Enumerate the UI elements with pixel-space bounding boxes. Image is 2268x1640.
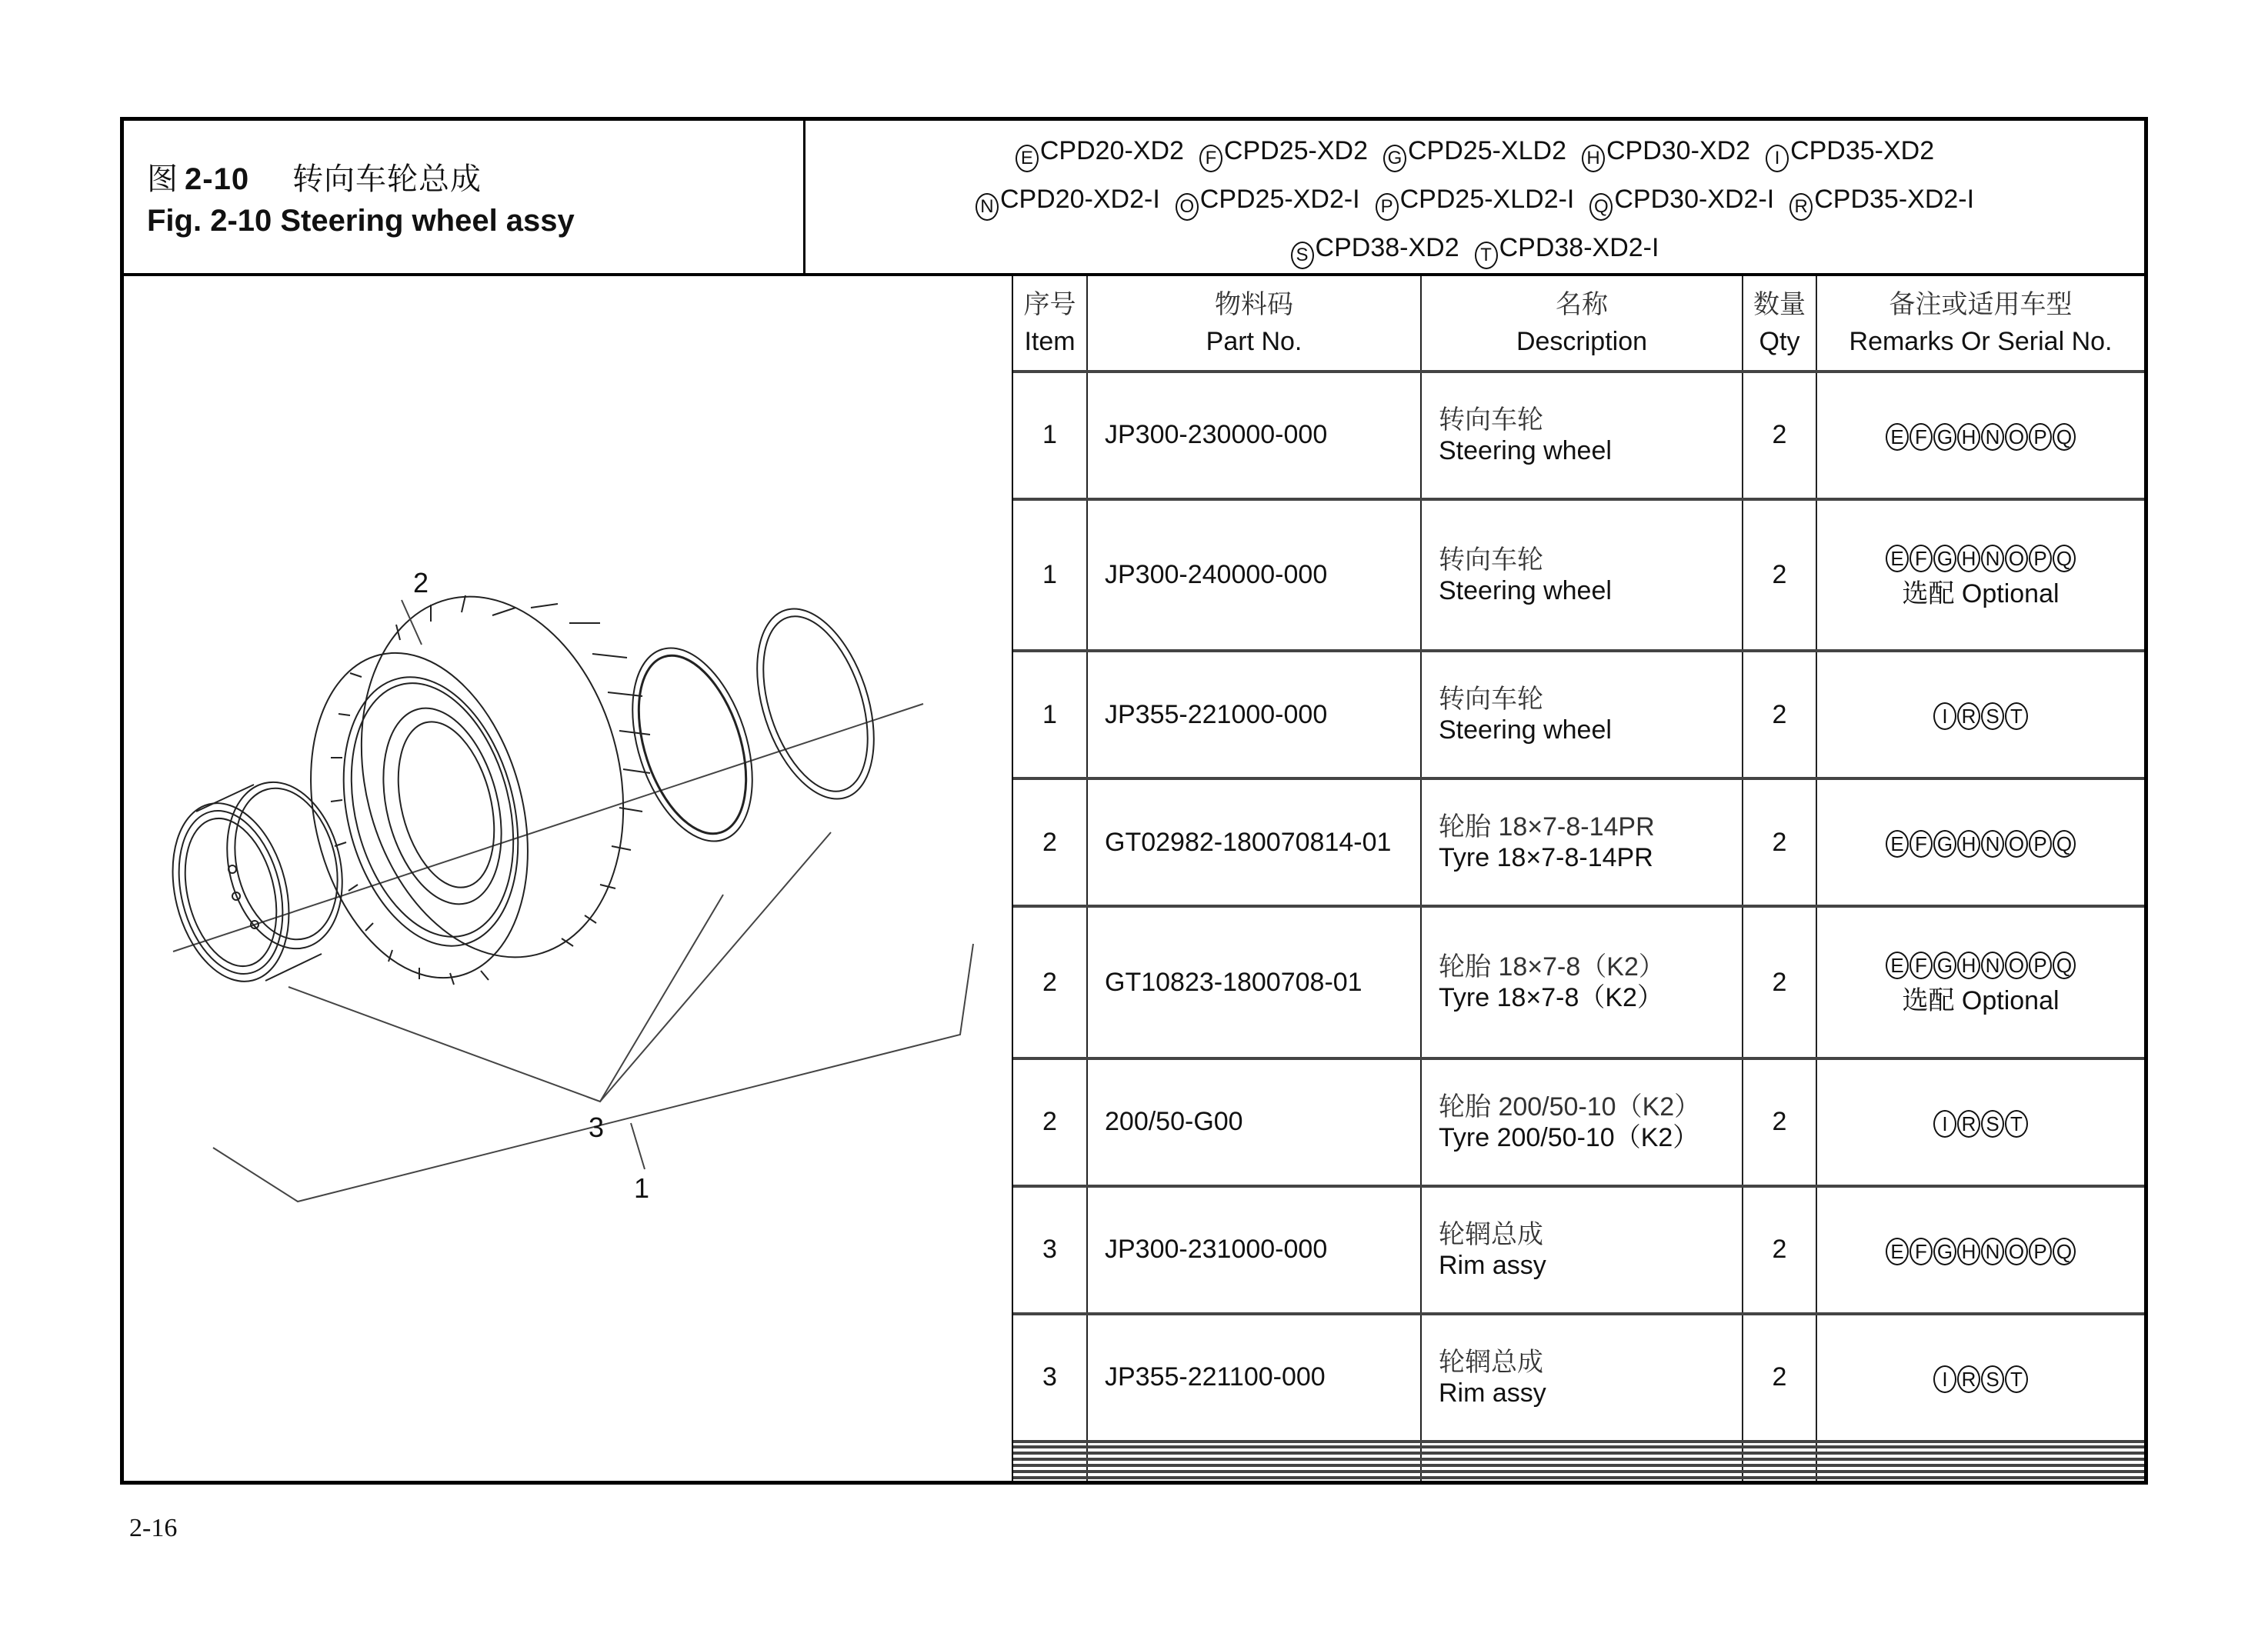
cell-item: 2 bbox=[1013, 906, 1087, 1058]
cell-qty: 2 bbox=[1743, 778, 1816, 906]
parts-page-frame bbox=[120, 117, 2148, 1485]
circled-letter-icon: S bbox=[1981, 1365, 2004, 1393]
column-header-remarks: 备注或适用车型 Remarks Or Serial No. bbox=[1816, 276, 2144, 372]
circled-letter-icon: H bbox=[1957, 545, 1980, 572]
applicable-model-codes bbox=[1886, 545, 2076, 572]
circled-letter-icon: G bbox=[1933, 952, 1956, 979]
description-en: Tyre 200/50-10（K2） bbox=[1439, 1122, 1699, 1152]
circled-letter-icon: O bbox=[2005, 952, 2028, 979]
model-entry bbox=[1199, 136, 1368, 168]
description-en: Steering wheel bbox=[1439, 715, 1612, 745]
column-header-description: 名称 Description bbox=[1421, 276, 1743, 372]
circled-letter-icon: H bbox=[1957, 830, 1980, 858]
circled-letter-icon: N bbox=[1981, 423, 2004, 451]
empty-table-row bbox=[1013, 1459, 2144, 1465]
model-entry bbox=[1766, 136, 1935, 168]
model-name: CPD20-XD2-I bbox=[999, 185, 1160, 214]
exploded-view-drawing bbox=[124, 276, 1012, 1481]
circled-letter-icon: P bbox=[2029, 545, 2052, 572]
model-name: CPD30-XD2 bbox=[1606, 136, 1751, 165]
circled-letter-icon: I bbox=[1933, 702, 1956, 730]
description-en: Steering wheel bbox=[1439, 575, 1612, 605]
circled-letter-icon: H bbox=[1582, 145, 1605, 172]
cell-description bbox=[1421, 1186, 1743, 1314]
cell-qty: 2 bbox=[1743, 499, 1816, 652]
empty-table-row bbox=[1013, 1453, 2144, 1459]
description-cn: 转向车轮 bbox=[1439, 685, 1543, 715]
model-name: CPD25-XD2 bbox=[1223, 136, 1368, 165]
circled-letter-icon: Q bbox=[2053, 952, 2076, 979]
models-line bbox=[805, 185, 2144, 221]
cell-qty: 2 bbox=[1743, 1314, 1816, 1442]
description-cn: 轮辋总成 bbox=[1439, 1347, 1543, 1377]
model-entry bbox=[1383, 136, 1566, 168]
circled-letter-icon: Q bbox=[1589, 193, 1613, 221]
models-line bbox=[805, 136, 2144, 172]
cell-item: 3 bbox=[1013, 1186, 1087, 1314]
circled-letter-icon: P bbox=[2029, 423, 2052, 451]
circled-letter-icon: F bbox=[1909, 1238, 1933, 1265]
circled-letter-icon: R bbox=[1957, 1365, 1980, 1393]
empty-table-row bbox=[1013, 1472, 2144, 1478]
cell-part-no: JP355-221000-000 bbox=[1087, 651, 1421, 778]
cell-qty: 2 bbox=[1743, 906, 1816, 1058]
applicable-model-codes bbox=[1933, 1110, 2028, 1138]
circled-letter-icon: E bbox=[1886, 952, 1909, 979]
model-entry bbox=[1475, 233, 1659, 265]
steering-wheel-exploded-diagram bbox=[124, 276, 1012, 1485]
cell-part-no: JP355-221100-000 bbox=[1087, 1314, 1421, 1442]
callout-1: 1 bbox=[634, 1172, 650, 1204]
empty-table-row bbox=[1013, 1478, 2144, 1481]
empty-table-row bbox=[1013, 1442, 2144, 1448]
description-cn: 转向车轮 bbox=[1439, 405, 1543, 435]
applicable-models-block bbox=[805, 121, 2144, 273]
circled-letter-icon: I bbox=[1933, 1110, 1956, 1138]
description-cn: 轮胎 18×7-8（K2） bbox=[1439, 952, 1665, 982]
circled-letter-icon: O bbox=[1176, 193, 1199, 221]
description-en: Rim assy bbox=[1439, 1378, 1546, 1408]
cell-remarks bbox=[1816, 1314, 2144, 1442]
circled-letter-icon: S bbox=[1981, 1110, 2004, 1138]
circled-letter-icon: T bbox=[1475, 242, 1498, 269]
model-entry bbox=[1291, 233, 1459, 265]
circled-letter-icon: F bbox=[1909, 545, 1933, 572]
model-entry bbox=[1176, 185, 1360, 217]
description-en: Tyre 18×7-8（K2） bbox=[1439, 983, 1663, 1013]
table-header-row bbox=[1013, 276, 2144, 372]
circled-letter-icon: F bbox=[1199, 145, 1222, 172]
circled-letter-icon: N bbox=[976, 193, 999, 221]
description-cn: 转向车轮 bbox=[1439, 545, 1543, 575]
circled-letter-icon: R bbox=[1789, 193, 1813, 221]
cell-part-no: JP300-240000-000 bbox=[1087, 499, 1421, 652]
model-name: CPD20-XD2 bbox=[1039, 136, 1184, 165]
model-entry bbox=[1016, 136, 1184, 168]
table-row bbox=[1013, 1058, 2144, 1186]
cell-remarks bbox=[1816, 1058, 2144, 1186]
description-en: Rim assy bbox=[1439, 1250, 1546, 1280]
cell-description bbox=[1421, 372, 1743, 499]
description-en: Steering wheel bbox=[1439, 435, 1612, 465]
cell-part-no: JP300-230000-000 bbox=[1087, 372, 1421, 499]
side-ring-part bbox=[735, 594, 896, 813]
model-name: CPD35-XD2-I bbox=[1814, 185, 1975, 214]
cell-part-no: GT10823-1800708-01 bbox=[1087, 906, 1421, 1058]
cell-part-no: 200/50-G00 bbox=[1087, 1058, 1421, 1186]
circled-letter-icon: N bbox=[1981, 830, 2004, 858]
circled-letter-icon: P bbox=[2029, 1238, 2052, 1265]
circled-letter-icon: S bbox=[1291, 242, 1314, 269]
figure-title-block bbox=[124, 121, 805, 273]
circled-letter-icon: G bbox=[1383, 145, 1406, 172]
cell-part-no: JP300-231000-000 bbox=[1087, 1186, 1421, 1314]
table-row bbox=[1013, 1314, 2144, 1442]
column-header-item: 序号 Item bbox=[1013, 276, 1087, 372]
applicable-model-codes bbox=[1886, 952, 2076, 979]
circled-letter-icon: S bbox=[1981, 702, 2004, 730]
circled-letter-icon: E bbox=[1016, 145, 1039, 172]
table-row bbox=[1013, 651, 2144, 778]
circled-letter-icon: N bbox=[1981, 545, 2004, 572]
circled-letter-icon: P bbox=[1376, 193, 1399, 221]
applicable-model-codes bbox=[1886, 423, 2076, 451]
rim-part bbox=[155, 770, 359, 994]
circled-letter-icon: F bbox=[1909, 830, 1933, 858]
cell-remarks bbox=[1816, 778, 2144, 906]
model-name: CPD35-XD2 bbox=[1790, 136, 1935, 165]
cell-qty: 2 bbox=[1743, 1186, 1816, 1314]
cell-qty: 2 bbox=[1743, 651, 1816, 778]
circled-letter-icon: O bbox=[2005, 830, 2028, 858]
cell-item: 2 bbox=[1013, 1058, 1087, 1186]
model-entry bbox=[1789, 185, 1975, 217]
models-line bbox=[805, 233, 2144, 269]
circled-letter-icon: I bbox=[1933, 1365, 1956, 1393]
applicable-model-codes bbox=[1886, 830, 2076, 858]
cell-remarks bbox=[1816, 499, 2144, 652]
circled-letter-icon: H bbox=[1957, 423, 1980, 451]
table-row bbox=[1013, 499, 2144, 652]
model-entry bbox=[1582, 136, 1751, 168]
column-header-part-no: 物料码 Part No. bbox=[1087, 276, 1421, 372]
callout-3: 3 bbox=[589, 1112, 605, 1143]
cell-remarks bbox=[1816, 651, 2144, 778]
circled-letter-icon: Q bbox=[2053, 545, 2076, 572]
circled-letter-icon: P bbox=[2029, 830, 2052, 858]
circled-letter-icon: G bbox=[1933, 830, 1956, 858]
table-row bbox=[1013, 778, 2144, 906]
cell-item: 3 bbox=[1013, 1314, 1087, 1442]
circled-letter-icon: I bbox=[1766, 145, 1789, 172]
circled-letter-icon: T bbox=[2005, 1365, 2028, 1393]
cell-qty: 2 bbox=[1743, 372, 1816, 499]
cell-qty: 2 bbox=[1743, 1058, 1816, 1186]
applicable-model-codes bbox=[1933, 1365, 2028, 1393]
cell-item: 1 bbox=[1013, 372, 1087, 499]
cell-description bbox=[1421, 778, 1743, 906]
description-cn: 轮胎 18×7-8-14PR bbox=[1439, 812, 1655, 842]
circled-letter-icon: R bbox=[1957, 1110, 1980, 1138]
circled-letter-icon: E bbox=[1886, 423, 1909, 451]
table-row bbox=[1013, 372, 2144, 499]
lock-ring-part bbox=[610, 633, 774, 857]
circled-letter-icon: O bbox=[2005, 545, 2028, 572]
remarks-note: 选配 Optional bbox=[1902, 986, 2060, 1016]
empty-table-row bbox=[1013, 1447, 2144, 1453]
applicable-model-codes bbox=[1933, 702, 2028, 730]
circled-letter-icon: R bbox=[1957, 702, 1980, 730]
cell-description bbox=[1421, 1058, 1743, 1186]
circled-letter-icon: G bbox=[1933, 423, 1956, 451]
model-name: CPD25-XLD2-I bbox=[1399, 185, 1575, 214]
applicable-model-codes bbox=[1886, 1238, 2076, 1265]
circled-letter-icon: H bbox=[1957, 952, 1980, 979]
cell-description bbox=[1421, 1314, 1743, 1442]
circled-letter-icon: G bbox=[1933, 545, 1956, 572]
cell-description bbox=[1421, 906, 1743, 1058]
circled-letter-icon: O bbox=[2005, 423, 2028, 451]
cell-description bbox=[1421, 499, 1743, 652]
circled-letter-icon: H bbox=[1957, 1238, 1980, 1265]
cell-remarks bbox=[1816, 906, 2144, 1058]
parts-list-table bbox=[1012, 276, 2144, 1481]
circled-letter-icon: F bbox=[1909, 423, 1933, 451]
figure-number: 2-10 bbox=[185, 162, 250, 196]
table-row bbox=[1013, 1186, 2144, 1314]
cell-part-no: GT02982-180070814-01 bbox=[1087, 778, 1421, 906]
circled-letter-icon: N bbox=[1981, 1238, 2004, 1265]
model-name: CPD25-XLD2 bbox=[1408, 136, 1566, 165]
circled-letter-icon: G bbox=[1933, 1238, 1956, 1265]
description-en: Tyre 18×7-8-14PR bbox=[1439, 843, 1653, 873]
model-name: CPD38-XD2-I bbox=[1499, 233, 1659, 262]
description-cn: 轮胎 200/50-10（K2） bbox=[1439, 1092, 1701, 1122]
model-name: CPD30-XD2-I bbox=[1614, 185, 1775, 214]
table-row bbox=[1013, 906, 2144, 1058]
column-header-qty: 数量 Qty bbox=[1743, 276, 1816, 372]
empty-table-row bbox=[1013, 1465, 2144, 1472]
circled-letter-icon: Q bbox=[2053, 423, 2076, 451]
circled-letter-icon: Q bbox=[2053, 1238, 2076, 1265]
model-entry bbox=[1589, 185, 1775, 217]
title-chinese bbox=[147, 155, 482, 198]
callout-2: 2 bbox=[413, 567, 429, 598]
circled-letter-icon: E bbox=[1886, 545, 1909, 572]
description-cn: 轮辋总成 bbox=[1439, 1219, 1543, 1249]
title-cn-text: 转向车轮总成 bbox=[292, 162, 482, 196]
circled-letter-icon: E bbox=[1886, 1238, 1909, 1265]
title-prefix: 图 bbox=[147, 162, 178, 196]
model-name: CPD38-XD2 bbox=[1315, 233, 1459, 262]
circled-letter-icon: E bbox=[1886, 830, 1909, 858]
remarks-note: 选配 Optional bbox=[1902, 578, 2060, 608]
cell-description bbox=[1421, 651, 1743, 778]
cell-item: 1 bbox=[1013, 651, 1087, 778]
circled-letter-icon: N bbox=[1981, 952, 2004, 979]
tyre-part bbox=[278, 568, 660, 1001]
cell-remarks bbox=[1816, 372, 2144, 499]
circled-letter-icon: T bbox=[2005, 702, 2028, 730]
cell-item: 2 bbox=[1013, 778, 1087, 906]
title-english: Fig. 2-10 Steering wheel assy bbox=[147, 204, 575, 238]
model-entry bbox=[1376, 185, 1575, 217]
model-name: CPD25-XD2-I bbox=[1199, 185, 1360, 214]
circled-letter-icon: P bbox=[2029, 952, 2052, 979]
model-entry bbox=[976, 185, 1160, 217]
cell-item: 1 bbox=[1013, 499, 1087, 652]
circled-letter-icon: O bbox=[2005, 1238, 2028, 1265]
page-number: 2-16 bbox=[129, 1514, 178, 1542]
circled-letter-icon: F bbox=[1909, 952, 1933, 979]
circled-letter-icon: Q bbox=[2053, 830, 2076, 858]
circled-letter-icon: T bbox=[2005, 1110, 2028, 1138]
cell-remarks bbox=[1816, 1186, 2144, 1314]
